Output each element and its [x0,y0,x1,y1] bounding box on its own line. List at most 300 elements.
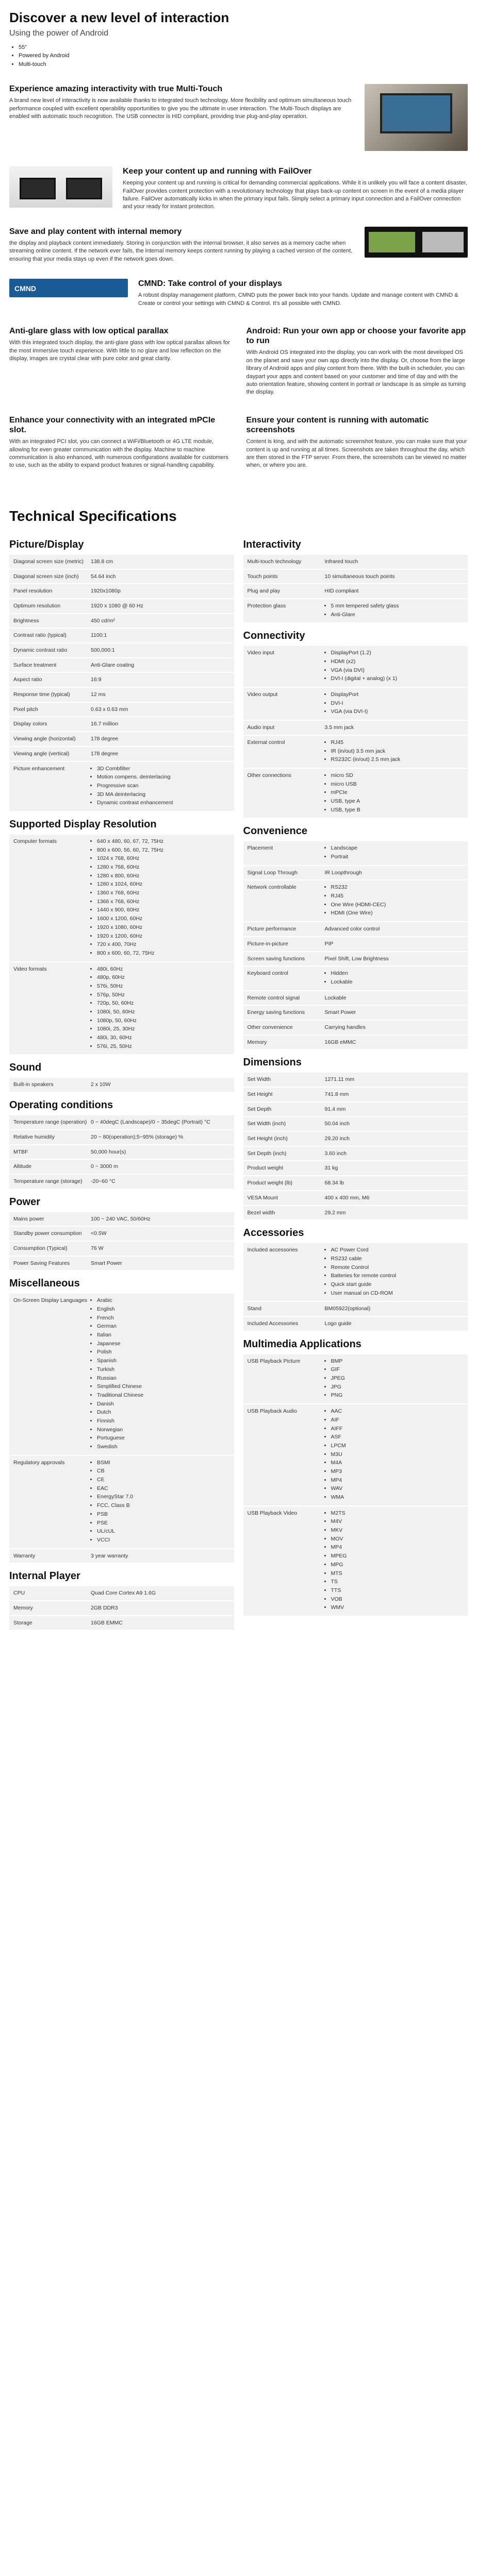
spec-row [243,1354,468,1403]
spec-row [9,835,234,961]
spec-value-item: • 1440 x 900, 60Hz [97,906,230,914]
spec-label: Plug and play [247,588,281,595]
spec-value-item: • IR (in/out) 3.5 mm jack [331,748,464,755]
spec-value: 12 ms [91,691,106,698]
spec-label: Consumption (Typical) [13,1245,68,1251]
hero-title: Discover a new level of interaction [9,10,229,25]
spec-label: Video formats [13,965,47,972]
spec-value-item: • 480i, 30, 60Hz [97,1034,230,1042]
spec-value-item: • Russian [97,1375,230,1382]
spec-value-item: • 800 x 600, 60, 72, 75Hz [97,950,230,957]
spec-row [9,599,234,613]
spec-label: Relative humidity [13,1133,55,1140]
spec-label: Memory [247,1039,267,1045]
spec-value: Anti-Glare coating [91,662,135,668]
spec-row [9,762,234,811]
spec-label: Picture-in-picture [247,940,288,947]
spec-label: MTBF [13,1148,28,1155]
spec-value: 741.8 mm [324,1091,349,1097]
spec-label: Picture performance [247,926,297,933]
spec-row [9,688,234,702]
spec-value-item: • PSB [97,1511,230,1518]
spec-value: 91.4 mm [324,1106,346,1112]
spec-value-item: • CB [97,1467,230,1475]
feature-pair [9,415,468,470]
spec-row [243,991,468,1005]
classroom-image [365,84,468,151]
spec-label: Set Depth [247,1106,272,1112]
spec-value-item: • VCCI [97,1536,230,1544]
spec-label: On-Screen Display Languages [13,1297,88,1304]
spec-section-title: Dimensions [243,1057,302,1069]
spec-value-item: • micro USB [331,781,464,788]
spec-row [243,1161,468,1175]
spec-value-item: • GIF [331,1366,464,1374]
spec-value: Carrying handles [324,1024,366,1030]
spec-value-item: • MTS [331,1570,464,1578]
spec-label: Altitude [13,1163,32,1170]
spec-value-item: • USB, type A [331,798,464,805]
spec-value-item: • AC Power Cord [331,1246,464,1254]
spec-value: <0.5W [91,1230,107,1237]
spec-section-title: Sound [9,1062,42,1074]
spec-label: Set Height [247,1091,273,1097]
spec-row [9,570,234,584]
spec-value-item: • MKV [331,1527,464,1534]
feature-memory [9,227,468,263]
spec-value: BM05922(optional) [324,1306,371,1312]
feature-text: With this integrated touch display, the anti-glare glass with low optical parallax allows for the most immersive touch experience. With little to no glare and low reflection on the display, images are crystal clear with pure color and great clarity. [9,340,230,362]
spec-row [243,1117,468,1131]
spec-value-item: • 480p, 60Hz [97,974,230,981]
spec-row [9,732,234,746]
spec-value: 138.8 cm [91,558,113,565]
spec-value: 10 simultaneous touch points [324,573,395,580]
spec-label: Protection glass [247,602,286,609]
spec-value: 3.5 mm jack [324,724,354,731]
spec-row [9,1616,234,1630]
spec-label: Signal Loop Through [247,869,298,876]
spec-row [243,646,468,687]
spec-value-item: • DVI-I (digital + analog) (x 1) [331,675,464,683]
spec-label: Computer formats [13,838,57,844]
spec-label: Product weight (lb) [247,1180,293,1187]
feature-multitouch [9,84,468,151]
spec-value-item: • 576i, 25, 50Hz [97,1043,230,1050]
spec-value: HID compliant [324,588,359,595]
cmnd-image [9,279,128,297]
spec-row [243,555,468,569]
spec-value-item: • 576p, 50Hz [97,991,230,999]
spec-value-item: • 800 x 600, 56, 60, 72, 75Hz [97,846,230,854]
spec-label: Set Depth (inch) [247,1150,287,1157]
spec-value [91,965,230,1052]
spec-row [9,1242,234,1256]
spec-value: 68.34 lb [324,1180,344,1187]
spec-value-item: • 1024 x 768, 60Hz [97,855,230,862]
spec-section-title: Picture/Display [9,538,84,550]
spec-label: Screen saving functions [247,955,305,962]
spec-value-item: • USB, type B [331,806,464,814]
spec-value-item: • PSE [97,1519,230,1527]
spec-value-item: • 1600 x 1200, 60Hz [97,915,230,923]
spec-value: 3 year warranty [91,1552,128,1559]
spec-label: Set Width (inch) [247,1121,286,1127]
spec-value-item: • Norwegian [97,1426,230,1434]
feature-title: Experience amazing interactivity with true Multi-Touch [9,84,223,93]
spec-label: Other connections [247,772,291,778]
spec-value-item: • EAC [97,1485,230,1493]
spec-label: Optimum resolution [13,602,61,609]
spec-row [243,1317,468,1331]
spec-value: 20 ~ 80(operation);5~95% (storage) % [91,1133,184,1140]
spec-value: 3.60 inch [324,1150,347,1157]
spec-value-item: • VOB [331,1596,464,1603]
hero-bullet: • 55" [19,44,468,52]
spec-value-item: • Turkish [97,1366,230,1374]
feature-failover [9,166,468,211]
spec-row [243,769,468,818]
spec-value-item: • Progressive scan [97,782,230,790]
spec-value-item: • Traditional Chinese [97,1392,230,1399]
spec-label: CPU [13,1590,25,1597]
spec-row [243,880,468,921]
spec-row [9,962,234,1055]
spec-row [243,866,468,880]
spec-value: 16GB eMMC [324,1039,356,1045]
spec-section-title: Multimedia Applications [243,1338,361,1350]
spec-value: Smart Power [324,1009,356,1016]
spec-value-item: • Motion compens. deinterlacing [97,773,230,781]
spec-value-item: • 1366 x 768, 60Hz [97,898,230,906]
spec-value-item: • 1280 x 1024, 60Hz [97,880,230,888]
spec-value-item: • Danish [97,1400,230,1408]
spec-row [243,1147,468,1161]
spec-label: External control [247,739,285,745]
spec-value [91,765,230,808]
feature-text: Keeping your content up and running is critical for demanding commercial applications. While it is unlikely you will face a content disaster, FailOver provides content protection with a revolutionary technology that plays back-up content on screen in the event of a media player failure. FailOver automatically kicks in when the primary input fails. Simply select a primary input connection and a FailOver connection and your ready for instant protection. [123,180,467,210]
spec-value [325,1246,464,1298]
spec-label: Touch points [247,573,278,580]
spec-section-title: Operating conditions [9,1099,113,1111]
spec-value-item: • MOV [331,1535,464,1543]
spec-value-item: • BMP [331,1358,464,1365]
spec-row [9,703,234,717]
spec-row [9,673,234,687]
spec-value-item: • 1080p, 50, 60Hz [97,1017,230,1025]
spec-value-item: • MPEG [331,1552,464,1560]
spec-value: 29.2 mm [324,1209,346,1216]
spec-row [9,643,234,657]
spec-value: Infrared touch [324,558,358,565]
spec-value-item: • RJ45 [331,739,464,747]
spec-value: 100 ~ 240 VAC, 50/60Hz [91,1215,151,1222]
spec-value [325,1510,464,1613]
spec-row [9,1549,234,1563]
spec-section-title: Interactivity [243,538,301,550]
spec-row [9,1227,234,1241]
spec-row [9,629,234,642]
spec-label: Included accessories [247,1247,298,1253]
spec-label: Built-in speakers [13,1081,54,1088]
spec-section-title: Convenience [243,825,307,837]
spec-value-item: • DisplayPort [331,691,464,699]
spec-value-item: • JPG [331,1383,464,1391]
spec-label: Network controllable [247,884,297,891]
spec-value: 29.20 inch [324,1136,350,1142]
spec-value [325,772,464,815]
spec-row [243,688,468,720]
feature-title: Save and play content with internal memory [9,227,182,236]
spec-value [325,1358,464,1400]
spec-value-item: • Finnish [97,1417,230,1425]
feature-text: With an integrated PCI slot, you can connect a WiFi/Bluetooth or 4G LTE module, allowing for even greater communication with the display. Machine to machine communication is also enhanced, with numerous configurations available for customers to use, such as the ability to expand product features or signal-handling capability. [9,438,228,469]
spec-label: Diagonal screen size (inch) [13,573,79,580]
spec-value-item: • Portuguese [97,1434,230,1442]
spec-value-item: • Quick start guide [331,1281,464,1289]
spec-value: 54.64 inch [91,573,116,580]
spec-label: USB Playback Audio [247,1408,297,1415]
spec-row [9,1160,234,1174]
feature-text: the display and playback content immediately. Storing in conjunction with the internal browser, it also serves as a memory cache when streaming online content. If the network ever fails, the internal memory keeps content running by playing a cached version of the content, ensuring that your media stays up even if the network goes down. [9,240,353,262]
spec-value: IR Loopthrough [324,869,362,876]
spec-value-item: • M2TS [331,1510,464,1517]
spec-value-item: • VGA (via DVI-I) [331,708,464,716]
spec-label: VESA Mount [247,1194,278,1201]
spec-value-item: • MPG [331,1561,464,1569]
specs-table [9,531,468,1631]
spec-value-item: • RJ45 [331,892,464,900]
spec-value-item: • MP4 [331,1477,464,1484]
spec-value: Pixel Shift, Low Brightness [324,955,389,962]
spec-label: Viewing angle (vertical) [13,750,70,757]
spec-row [9,1294,234,1454]
feature-text: A robust display management platform, CMND puts the power back into your hands. Update and manage content with CMND & Create or control your settings with CMND & Control. It's all possible with CMND. [138,292,458,307]
spec-value-item: • MP4 [331,1544,464,1551]
spec-value: 1920 x 1080 @ 60 Hz [91,602,143,609]
spec-label: Viewing angle (horizontal) [13,736,76,742]
spec-value-item: • Arabic [97,1297,230,1304]
spec-value: 31 kg [324,1165,338,1172]
spec-value-item: • AIF [331,1416,464,1424]
spec-row [9,1130,234,1144]
spec-value-item: • MP3 [331,1468,464,1476]
spec-label: Mains power [13,1215,44,1222]
spec-value [325,844,464,861]
spec-label: Memory [13,1604,33,1611]
spec-row [9,717,234,731]
spec-value: 0 ~ 40degC (Landscape)/0 ~ 35degC (Portrait) °C [91,1119,210,1126]
feature-title: Ensure your content is running with automatic screenshots [246,415,429,434]
spec-row [243,1006,468,1020]
spec-label: Bezel width [247,1209,275,1216]
spec-value: 450 cd/m² [91,617,115,624]
spec-value-item: • AAC [331,1408,464,1415]
spec-row [9,614,234,628]
spec-value-item: • micro SD [331,772,464,779]
spec-row [243,1073,468,1087]
spec-label: Regulatory approvals [13,1459,65,1466]
spec-row [243,721,468,735]
spec-value-item: • 720p, 50, 60Hz [97,999,230,1007]
spec-value [91,838,230,958]
spec-row [243,570,468,584]
spec-value-item: • PNG [331,1392,464,1399]
hero-bullets [9,44,468,69]
spec-section-title: Accessories [243,1227,304,1239]
spec-label: Set Width [247,1076,271,1083]
spec-value-item: • English [97,1306,230,1313]
spec-value-item: • HDMI (One Wire) [331,909,464,917]
hero-bullet: • Multi-touch [19,61,468,69]
spec-value-item: • Italian [97,1331,230,1339]
spec-label: Other convenience [247,1024,293,1030]
spec-value: 1100:1 [91,632,107,639]
spec-value: Quad Core Cortex A9 1.6G [91,1590,156,1597]
spec-value: 16:9 [91,676,102,683]
spec-value-item: • 1280 x 768, 60Hz [97,863,230,871]
product-page [0,8,477,1631]
spec-value-item: • JPEG [331,1375,464,1382]
spec-label: Audio input [247,724,275,731]
spec-value: 178 degree [91,750,119,757]
spec-row [9,747,234,761]
spec-value-item: • Anti-Glare [331,611,464,619]
spec-row [243,1506,468,1616]
spec-value: 16.7 million [91,721,119,727]
spec-value: PIP [324,940,334,947]
spec-value: -20~60 °C [91,1178,116,1184]
spec-value-item: • DisplayPort (1.2) [331,649,464,657]
spec-label: Picture enhancement [13,765,65,772]
spec-row [243,1404,468,1505]
spec-label: Storage [13,1619,32,1626]
spec-value-item: • Batteries for remote control [331,1272,464,1280]
spec-label: Power Saving Features [13,1260,70,1266]
spec-value-item: • 1920 x 1080, 60Hz [97,924,230,931]
spec-value: Smart Power [91,1260,122,1266]
spec-value-item: • 1920 x 1200, 60Hz [97,933,230,940]
spec-value-item: • WMA [331,1494,464,1501]
spec-value-item: • German [97,1323,230,1330]
spec-row [243,1021,468,1035]
spec-value-item: • 480i, 60Hz [97,965,230,973]
spec-value-item: • LPCM [331,1442,464,1450]
feature-cmnd [9,279,468,308]
spec-value-item: • 720 x 400, 70Hz [97,941,230,948]
spec-row [243,841,468,865]
spec-value-item: • RS232C (in/out) 2.5 mm jack [331,756,464,764]
spec-value-item: • Lockable [331,978,464,986]
spec-value-item: • VGA (via DVI) [331,667,464,674]
spec-value-item: • CE [97,1476,230,1484]
spec-value [325,739,464,765]
spec-value-item: • 3D MA deinterlacing [97,791,230,799]
spec-value-item: • TTS [331,1587,464,1595]
spec-label: Standby power consumption [13,1230,82,1237]
spec-row [243,922,468,936]
spec-row [243,584,468,598]
spec-value-item: • TS [331,1578,464,1586]
spec-value-item: • RS232 cable [331,1255,464,1263]
spec-row [9,1175,234,1189]
spec-value [91,1297,230,1451]
spec-row [243,937,468,951]
spec-value-item: • Swedish [97,1443,230,1451]
spec-value-item: • 1280 x 800, 60Hz [97,872,230,880]
feature-title: Anti-glare glass with low optical parallax [9,327,169,336]
spec-label: Energy saving functions [247,1009,305,1016]
spec-section-title: Miscellaneous [9,1278,80,1290]
spec-label: Response time (typical) [13,691,70,698]
spec-row [9,1078,234,1092]
spec-row [243,1191,468,1205]
memory-image [365,227,468,258]
spec-value-item: • Hidden [331,970,464,977]
spec-value-item: • 576i, 50Hz [97,982,230,990]
spec-label: Dynamic contrast ratio [13,647,68,653]
spec-value-item: • M3U [331,1451,464,1459]
spec-label: Product weight [247,1165,283,1172]
spec-value: 50,000 hour(s) [91,1148,126,1155]
spec-row [9,1586,234,1600]
spec-value-item: • Polish [97,1348,230,1356]
spec-value-item: • Spanish [97,1357,230,1365]
spec-row [243,967,468,990]
spec-value-item: • WMV [331,1604,464,1612]
feature-title: CMND: Take control of your displays [138,279,282,289]
feature-title: Enhance your connectivity with an integrated mPCIe slot. [9,415,216,434]
spec-label: Multi-touch technology [247,558,302,565]
spec-row [9,1601,234,1615]
spec-value: Advanced color control [324,926,380,933]
spec-value-item: • Remote Control [331,1264,464,1272]
spec-label: Pixel pitch [13,706,38,713]
spec-label: Video input [247,650,274,656]
spec-label: USB Playback Picture [247,1358,301,1364]
spec-value: 1271.11 mm [324,1076,355,1083]
specs-left-column [9,531,234,1631]
spec-value-item: • Simplified Chinese [97,1383,230,1391]
spec-label: Remote control signal [247,994,300,1001]
spec-value: 76 W [91,1245,104,1251]
feature-title: Android: Run your own app or choose your favorite app to run [246,327,466,346]
spec-section-title: Connectivity [243,630,305,642]
spec-value: 2 x 10W [91,1081,111,1088]
spec-value-item: • 1360 x 768, 60Hz [97,889,230,897]
spec-value: 2GB DDR3 [91,1604,118,1611]
feature-text: Content is king, and with the automatic screenshot feature, you can make sure that your content is up and running at all times. Screenshots are taken throughout the day, which are then stored in the FTP server. From there, the screenshots can be viewed no matter when, or where you are. [246,438,467,469]
spec-label: Keyboard control [247,970,288,977]
spec-value-item: • M4V [331,1518,464,1526]
spec-label: Temperature range (operation) [13,1119,87,1126]
spec-value [325,970,464,987]
spec-row [243,599,468,622]
spec-row [243,952,468,966]
spec-value-item: • User manual on CD-ROM [331,1290,464,1297]
spec-row [243,1132,468,1146]
spec-value-item: • DVI-I [331,700,464,707]
spec-value: 0 ~ 3000 m [91,1163,118,1170]
spec-value-item: • Landscape [331,844,464,852]
spec-value-item: • Dutch [97,1409,230,1416]
spec-value-item: • FCC, Class B [97,1502,230,1510]
spec-value [91,1459,230,1545]
spec-value-item: • 1080i, 25, 30Hz [97,1025,230,1033]
spec-label: Video output [247,691,278,698]
spec-value-item: • HDMI (x2) [331,658,464,666]
spec-row [9,555,234,569]
